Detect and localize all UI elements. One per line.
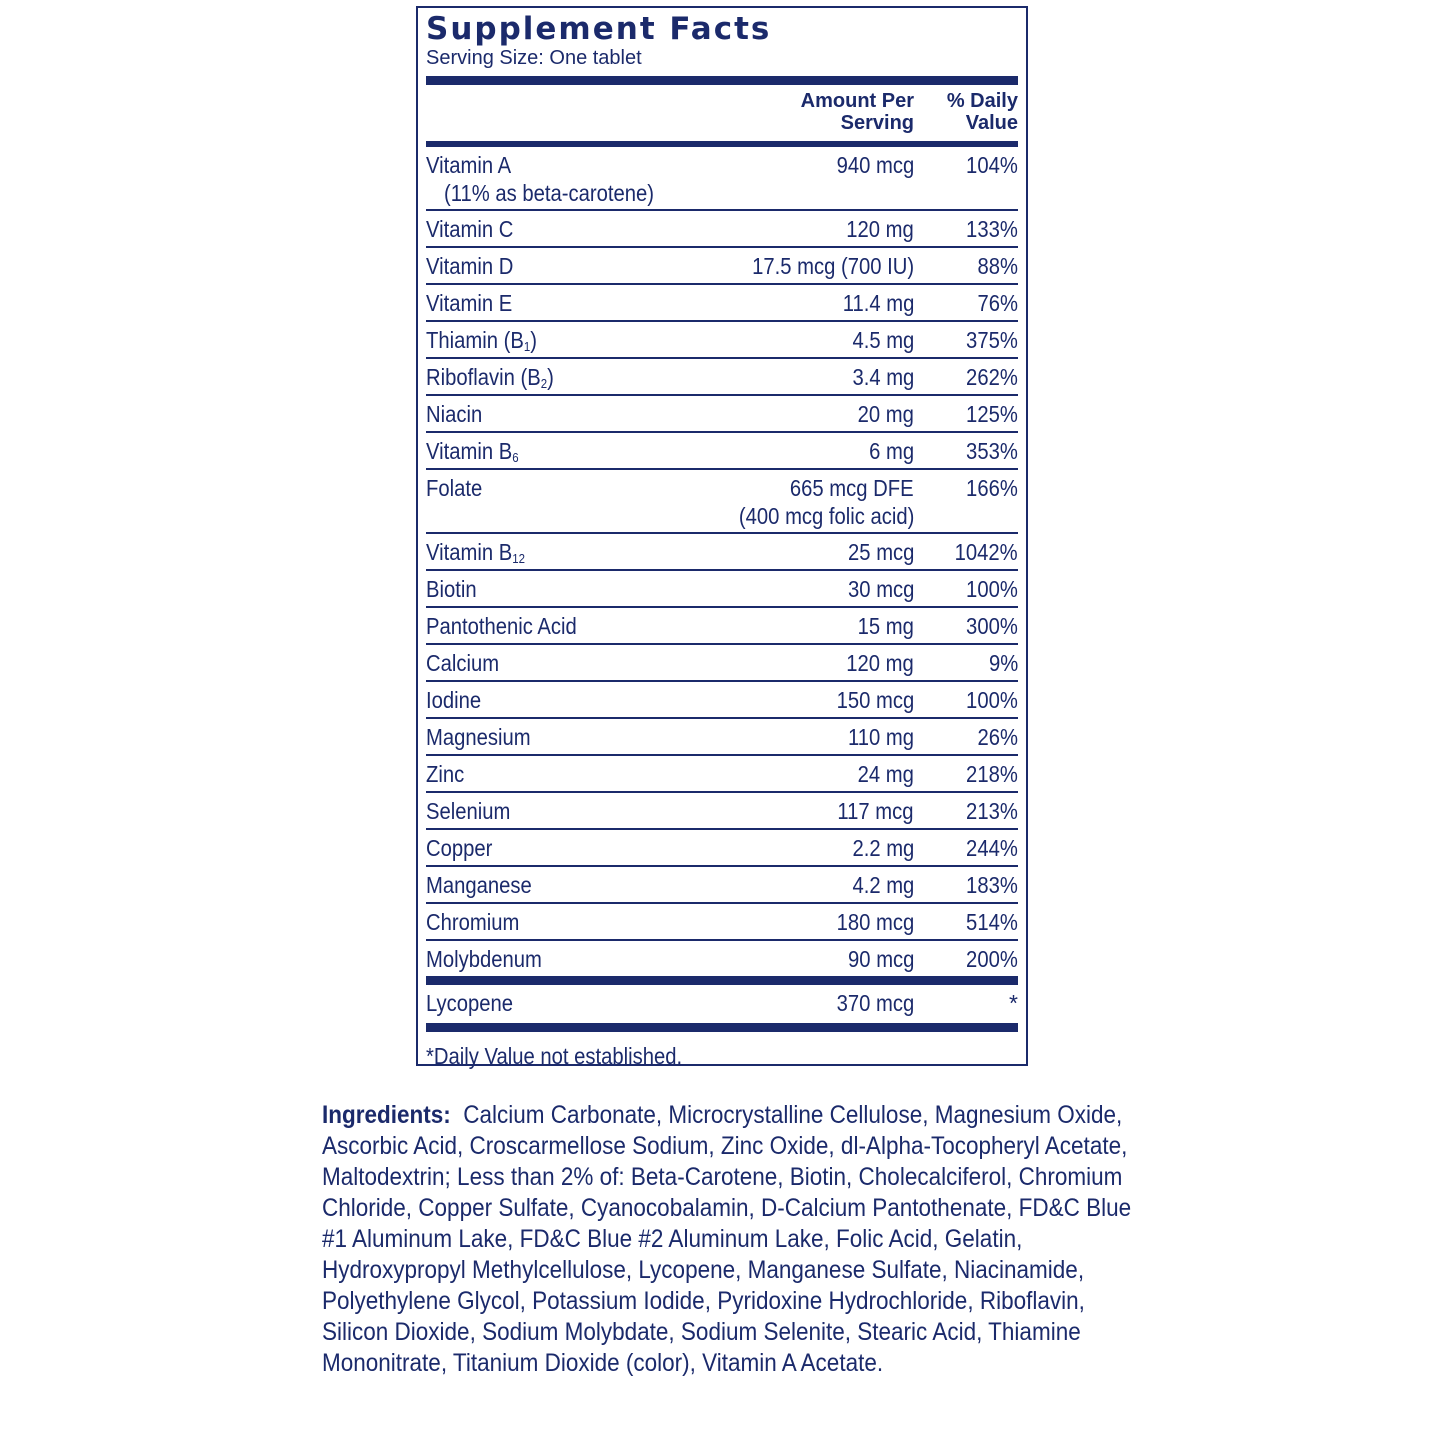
nutrient-name-text: Riboflavin (B bbox=[426, 364, 541, 390]
nutrient-name bbox=[426, 437, 519, 465]
nutrient-name-text: Vitamin B bbox=[426, 438, 513, 464]
nutrient-daily-value: 125% bbox=[966, 401, 1018, 427]
nutrient-amount: 120 mg bbox=[846, 216, 914, 242]
nutrient-name bbox=[426, 760, 464, 788]
nutrient-name bbox=[426, 575, 477, 603]
nutrient-daily-value: 100% bbox=[966, 576, 1018, 602]
nutrient-subscript: 12 bbox=[512, 551, 525, 566]
ingredients-body bbox=[322, 1100, 1132, 1379]
nutrient-name-text: Vitamin C bbox=[426, 216, 514, 242]
nutrient-name bbox=[426, 252, 513, 280]
nutrient-name bbox=[426, 326, 537, 354]
nutrient-name-text: Pantothenic Acid bbox=[426, 613, 577, 639]
table-row bbox=[426, 211, 1018, 248]
table-row bbox=[426, 285, 1018, 322]
nutrient-name-text: Magnesium bbox=[426, 724, 531, 750]
nutrient-daily-value: 183% bbox=[966, 872, 1018, 898]
nutrient-amount: 11.4 mg bbox=[842, 290, 914, 316]
table-row bbox=[426, 608, 1018, 645]
table-row bbox=[426, 756, 1018, 793]
nutrient-daily-value: 353% bbox=[966, 438, 1018, 464]
table-row bbox=[426, 470, 1018, 534]
nutrient-subscript: 1 bbox=[523, 339, 531, 354]
nutrient-name-text: Niacin bbox=[426, 401, 483, 427]
table-row-lycopene bbox=[426, 985, 1018, 1023]
table-row bbox=[426, 359, 1018, 396]
nutrient-name-text: Vitamin A bbox=[426, 152, 512, 178]
table-row bbox=[426, 645, 1018, 682]
panel-title: Supplement Facts bbox=[426, 11, 772, 47]
nutrient-amount: 120 mg bbox=[846, 650, 914, 676]
top-divider-bar bbox=[426, 76, 1018, 85]
nutrient-daily-value: 244% bbox=[966, 835, 1018, 861]
nutrient-name-suffix: ) bbox=[530, 327, 537, 353]
nutrient-amount-detail: (400 mcg folic acid) bbox=[738, 503, 914, 529]
nutrient-name-text: Iodine bbox=[426, 687, 482, 713]
nutrient-daily-value: 88% bbox=[977, 253, 1018, 279]
nutrient-amount: 17.5 mcg (700 IU) bbox=[751, 253, 914, 279]
nutrient-name-suffix: ) bbox=[547, 364, 554, 390]
nutrient-name bbox=[426, 612, 577, 640]
nutrient-name bbox=[426, 215, 513, 243]
nutrient-name bbox=[426, 686, 481, 714]
nutrient-daily-value: 375% bbox=[966, 327, 1018, 353]
nutrient-amount: 20 mg bbox=[857, 401, 914, 427]
nutrient-name bbox=[426, 649, 499, 677]
nutrient-daily-value: 100% bbox=[966, 687, 1018, 713]
nutrient-name-text: Copper bbox=[426, 835, 493, 861]
nutrient-sub-note: (11% as beta-carotene) bbox=[444, 180, 655, 206]
nutrient-daily-value: 218% bbox=[966, 761, 1018, 787]
nutrient-amount: 30 mcg bbox=[847, 576, 914, 602]
supplement-facts-panel bbox=[416, 6, 1028, 1069]
table-row bbox=[426, 396, 1018, 433]
nutrient-amount: 3.4 mg bbox=[852, 364, 914, 390]
nutrient-amount: 2.2 mg bbox=[852, 835, 914, 861]
nutrient-daily-value: 166% bbox=[966, 475, 1018, 501]
nutrient-name-text: Zinc bbox=[426, 761, 465, 787]
panel-inner bbox=[426, 8, 1018, 1070]
nutrient-name bbox=[426, 871, 532, 899]
nutrient-amount: 110 mg bbox=[847, 724, 914, 750]
nutrient-name-text: Biotin bbox=[426, 576, 477, 602]
nutrient-daily-value: 514% bbox=[966, 909, 1018, 935]
nutrient-daily-value: 104% bbox=[966, 152, 1018, 178]
nutrient-table bbox=[426, 147, 1018, 976]
nutrient-amount: 90 mcg bbox=[847, 946, 914, 972]
ingredients-label: Ingredients: bbox=[322, 1101, 451, 1129]
nutrient-name bbox=[426, 723, 531, 751]
nutrient-daily-value: 76% bbox=[977, 290, 1018, 316]
table-row bbox=[426, 534, 1018, 571]
header-dv-line2: Value bbox=[965, 112, 1018, 134]
other-divider-bar bbox=[426, 976, 1018, 985]
nutrient-amount: 25 mcg bbox=[847, 539, 914, 565]
nutrient-amount: 370 mcg bbox=[836, 990, 914, 1016]
nutrient-amount: 24 mg bbox=[857, 761, 914, 787]
table-row bbox=[426, 571, 1018, 608]
nutrient-daily-value: 300% bbox=[966, 613, 1018, 639]
nutrient-daily-value: 1042% bbox=[954, 539, 1018, 565]
nutrient-amount: 4.2 mg bbox=[852, 872, 914, 898]
nutrient-name-text: Vitamin E bbox=[426, 290, 513, 316]
nutrient-amount: 665 mcg DFE bbox=[790, 475, 914, 501]
header-amount-line1: Amount Per bbox=[800, 90, 914, 112]
nutrient-daily-value: * bbox=[1009, 990, 1018, 1016]
nutrient-name-text: Folate bbox=[426, 475, 483, 501]
header-amount-line2: Serving bbox=[840, 112, 914, 134]
nutrient-name bbox=[426, 538, 525, 566]
bottom-divider-bar bbox=[426, 1023, 1018, 1032]
nutrient-name bbox=[426, 289, 512, 317]
table-row bbox=[426, 941, 1018, 976]
header-amount-per-serving bbox=[801, 90, 914, 134]
table-row bbox=[426, 719, 1018, 756]
nutrient-name bbox=[426, 797, 510, 825]
nutrient-name bbox=[426, 151, 511, 179]
nutrient-name bbox=[426, 400, 482, 428]
nutrient-name-text: Thiamin (B bbox=[426, 327, 524, 353]
nutrient-subscript: 2 bbox=[540, 376, 548, 391]
nutrient-daily-value: 133% bbox=[966, 216, 1018, 242]
table-row bbox=[426, 682, 1018, 719]
footnote bbox=[426, 1042, 1018, 1070]
nutrient-name-text: Calcium bbox=[426, 650, 500, 676]
header-daily-value bbox=[947, 90, 1018, 134]
nutrient-amount: 15 mg bbox=[857, 613, 914, 639]
nutrient-daily-value: 200% bbox=[966, 946, 1018, 972]
nutrient-name bbox=[426, 908, 519, 936]
table-row bbox=[426, 904, 1018, 941]
table-row bbox=[426, 433, 1018, 470]
table-row bbox=[426, 830, 1018, 867]
nutrient-name bbox=[426, 474, 482, 502]
nutrient-amount: 940 mcg bbox=[836, 152, 914, 178]
table-row bbox=[426, 793, 1018, 830]
nutrient-name-text: Vitamin B bbox=[426, 539, 513, 565]
table-row bbox=[426, 147, 1018, 211]
nutrient-name-text: Vitamin D bbox=[426, 253, 514, 279]
header-dv-line1: % Daily bbox=[946, 90, 1018, 112]
nutrient-amount: 117 mcg bbox=[837, 798, 914, 824]
nutrient-name-text: Manganese bbox=[426, 872, 532, 898]
nutrient-amount: 6 mg bbox=[868, 438, 914, 464]
nutrient-subscript: 6 bbox=[512, 450, 519, 465]
nutrient-daily-value: 9% bbox=[988, 650, 1018, 676]
nutrient-daily-value: 213% bbox=[966, 798, 1018, 824]
serving-size: Serving Size: One tablet bbox=[426, 47, 642, 69]
nutrient-name-text: Selenium bbox=[426, 798, 511, 824]
nutrient-name-text: Molybdenum bbox=[426, 946, 542, 972]
nutrient-daily-value: 262% bbox=[966, 364, 1018, 390]
ingredients-section bbox=[322, 1100, 1142, 1379]
table-row bbox=[426, 867, 1018, 904]
nutrient-daily-value: 26% bbox=[977, 724, 1018, 750]
nutrient-amount: 4.5 mg bbox=[852, 327, 914, 353]
nutrient-amount: 150 mcg bbox=[836, 687, 914, 713]
nutrient-name bbox=[426, 363, 554, 391]
nutrient-name bbox=[426, 834, 492, 862]
nutrient-amount: 180 mcg bbox=[836, 909, 914, 935]
nutrient-name bbox=[426, 945, 542, 973]
table-row bbox=[426, 322, 1018, 359]
nutrient-name-text: Chromium bbox=[426, 909, 520, 935]
table-row bbox=[426, 248, 1018, 285]
footnote-text: *Daily Value not established. bbox=[426, 1043, 683, 1069]
column-header bbox=[426, 85, 1018, 141]
ingredients-text: Calcium Carbonate, Microcrystalline Cellulose, Magnesium Oxide, Ascorbic Acid, Croscarmellose Sodium, Zinc Oxide, dl-Alpha-Tocopheryl Acetate, Maltodextrin; Less than 2% of: Beta-Carotene, Biotin, Cholecalciferol, Chromium Chloride, Copper Sulfate, Cyanocobalamin, D-Calcium Pantothenate, FD&C Blue #1 Aluminum Lake, FD&C Blue #2 Aluminum Lake, Folic Acid, Gelatin, Hydroxypropyl Methylcellulose, Lycopene, Manganese Sulfate, Niacinamide, Polyethylene Glycol, Potassium Iodide, Pyridoxine Hydrochloride, Riboflavin, Silicon Dioxide, Sodium Molybdate, Sodium Selenite, Stearic Acid, Thiamine Mononitrate, Titanium Dioxide (color), Vitamin A Acetate. bbox=[322, 1101, 1132, 1377]
nutrient-name: Lycopene bbox=[426, 990, 514, 1016]
